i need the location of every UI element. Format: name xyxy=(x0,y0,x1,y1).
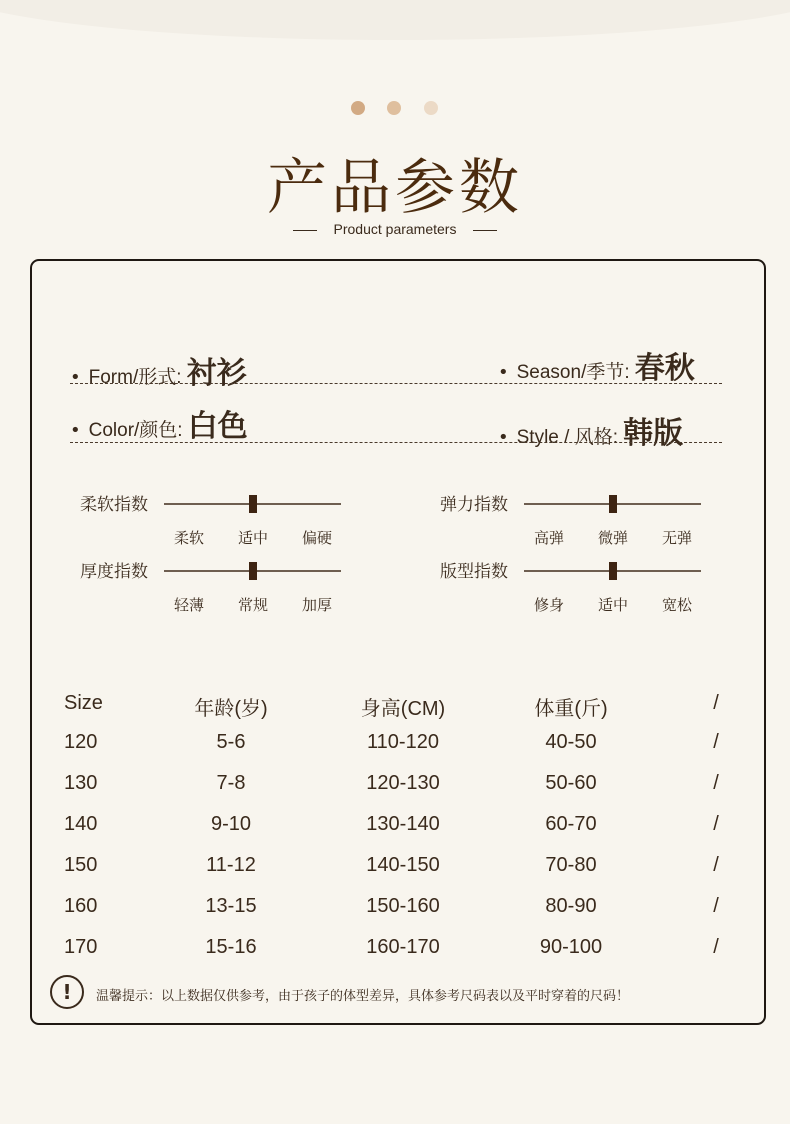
table-row xyxy=(30,895,766,925)
index-marker xyxy=(609,495,617,513)
page-subtitle-row xyxy=(0,221,790,237)
table-cell: 130-140 xyxy=(366,813,440,835)
table-row xyxy=(30,936,766,966)
attr-color-label: Color/颜色: xyxy=(88,420,183,441)
attr-style xyxy=(498,408,683,452)
index-marker xyxy=(249,562,257,580)
table-cell: 70-80 xyxy=(545,854,597,876)
table-row xyxy=(30,731,766,761)
dot-1 xyxy=(351,101,365,115)
index-option: 偏硬 xyxy=(301,529,333,547)
index-option: 加厚 xyxy=(301,596,333,614)
attr-form-value: 衬衫 xyxy=(186,356,247,391)
index-option: 柔软 xyxy=(173,529,205,547)
table-cell: 140-150 xyxy=(366,854,440,876)
notice-text: 温馨提示：以上数据仅供参考，由于孩子的体型差异，具体参考尺码表以及平时穿着的尺码！ xyxy=(96,989,630,1004)
size-notice xyxy=(50,975,750,1011)
dot-2 xyxy=(387,101,401,115)
table-cell: 40-50 xyxy=(545,731,597,753)
table-cell: 170 xyxy=(64,936,98,958)
table-cell: 50-60 xyxy=(545,772,597,794)
decorative-dots xyxy=(0,101,790,117)
index-fit xyxy=(440,557,702,617)
table-cell: / xyxy=(713,854,719,876)
table-cell: 90-100 xyxy=(539,936,603,958)
index-option: 无弹 xyxy=(661,529,693,547)
index-name: 弹力指数 xyxy=(440,495,508,515)
index-softness xyxy=(80,490,342,550)
bullet-icon: • xyxy=(498,427,509,448)
table-cell: 15-16 xyxy=(205,936,257,958)
table-cell: 13-15 xyxy=(205,895,257,917)
table-row xyxy=(30,854,766,884)
table-header-cell: / xyxy=(713,692,719,714)
table-row xyxy=(30,772,766,802)
table-cell: 120-130 xyxy=(366,772,440,794)
table-cell: 160-170 xyxy=(366,936,440,958)
table-cell: 60-70 xyxy=(545,813,597,835)
bullet-icon: • xyxy=(70,367,81,388)
page-subtitle: Product parameters xyxy=(333,221,457,237)
index-option: 修身 xyxy=(533,596,565,614)
attr-season-label: Season/季节: xyxy=(516,362,630,383)
page-title: 产品参数 xyxy=(267,153,523,223)
table-cell: 130 xyxy=(64,772,98,794)
index-elasticity xyxy=(440,490,702,550)
attr-season xyxy=(498,343,695,387)
table-cell: 11-12 xyxy=(206,854,256,876)
index-option: 常规 xyxy=(237,596,269,614)
table-cell: 7-8 xyxy=(216,772,246,794)
attr-style-label: Style / 风格: xyxy=(516,427,618,448)
table-cell: / xyxy=(713,895,719,917)
dashed-divider-1 xyxy=(70,383,722,384)
table-header-cell: 年龄(岁) xyxy=(194,698,268,720)
index-thickness xyxy=(80,557,342,617)
index-option: 适中 xyxy=(597,596,629,614)
index-name: 版型指数 xyxy=(440,562,508,582)
table-cell: 9-10 xyxy=(210,813,252,835)
subtitle-line-left xyxy=(293,230,317,231)
table-cell: 110-120 xyxy=(367,731,439,753)
table-cell: 120 xyxy=(64,731,98,753)
index-option: 高弹 xyxy=(533,529,565,547)
attr-color xyxy=(70,401,248,445)
attr-season-value: 春秋 xyxy=(634,351,695,386)
table-cell: / xyxy=(713,936,719,958)
dot-3 xyxy=(424,101,438,115)
table-header-cell: Size xyxy=(64,692,103,714)
exclamation-icon: ! xyxy=(50,975,84,1009)
table-cell: / xyxy=(713,772,719,794)
attr-style-value: 韩版 xyxy=(623,416,684,451)
subtitle-line-right xyxy=(473,230,497,231)
table-cell: 5-6 xyxy=(216,731,246,753)
index-name: 柔软指数 xyxy=(80,495,148,515)
table-cell: 150 xyxy=(64,854,98,876)
index-marker xyxy=(609,562,617,580)
dashed-divider-2 xyxy=(70,442,722,443)
table-cell: / xyxy=(713,813,719,835)
bullet-icon: • xyxy=(498,362,509,383)
index-name: 厚度指数 xyxy=(80,562,148,582)
index-option: 适中 xyxy=(237,529,269,547)
attr-form xyxy=(70,348,247,392)
table-cell: 80-90 xyxy=(545,895,597,917)
index-marker xyxy=(249,495,257,513)
table-cell: 140 xyxy=(64,813,98,835)
bullet-icon: • xyxy=(70,420,81,441)
table-cell: 150-160 xyxy=(366,895,440,917)
index-option: 轻薄 xyxy=(173,596,205,614)
table-header-cell: 体重(斤) xyxy=(534,698,608,720)
index-option: 宽松 xyxy=(661,596,693,614)
table-cell: 160 xyxy=(64,895,98,917)
table-row xyxy=(30,813,766,843)
table-cell: / xyxy=(713,731,719,753)
index-option: 微弹 xyxy=(597,529,629,547)
table-header-cell: 身高(CM) xyxy=(360,698,446,720)
attr-color-value: 白色 xyxy=(187,409,248,444)
top-arc-decoration xyxy=(0,0,790,40)
table-header-row xyxy=(30,692,766,722)
attr-form-label: Form/形式: xyxy=(88,367,182,388)
